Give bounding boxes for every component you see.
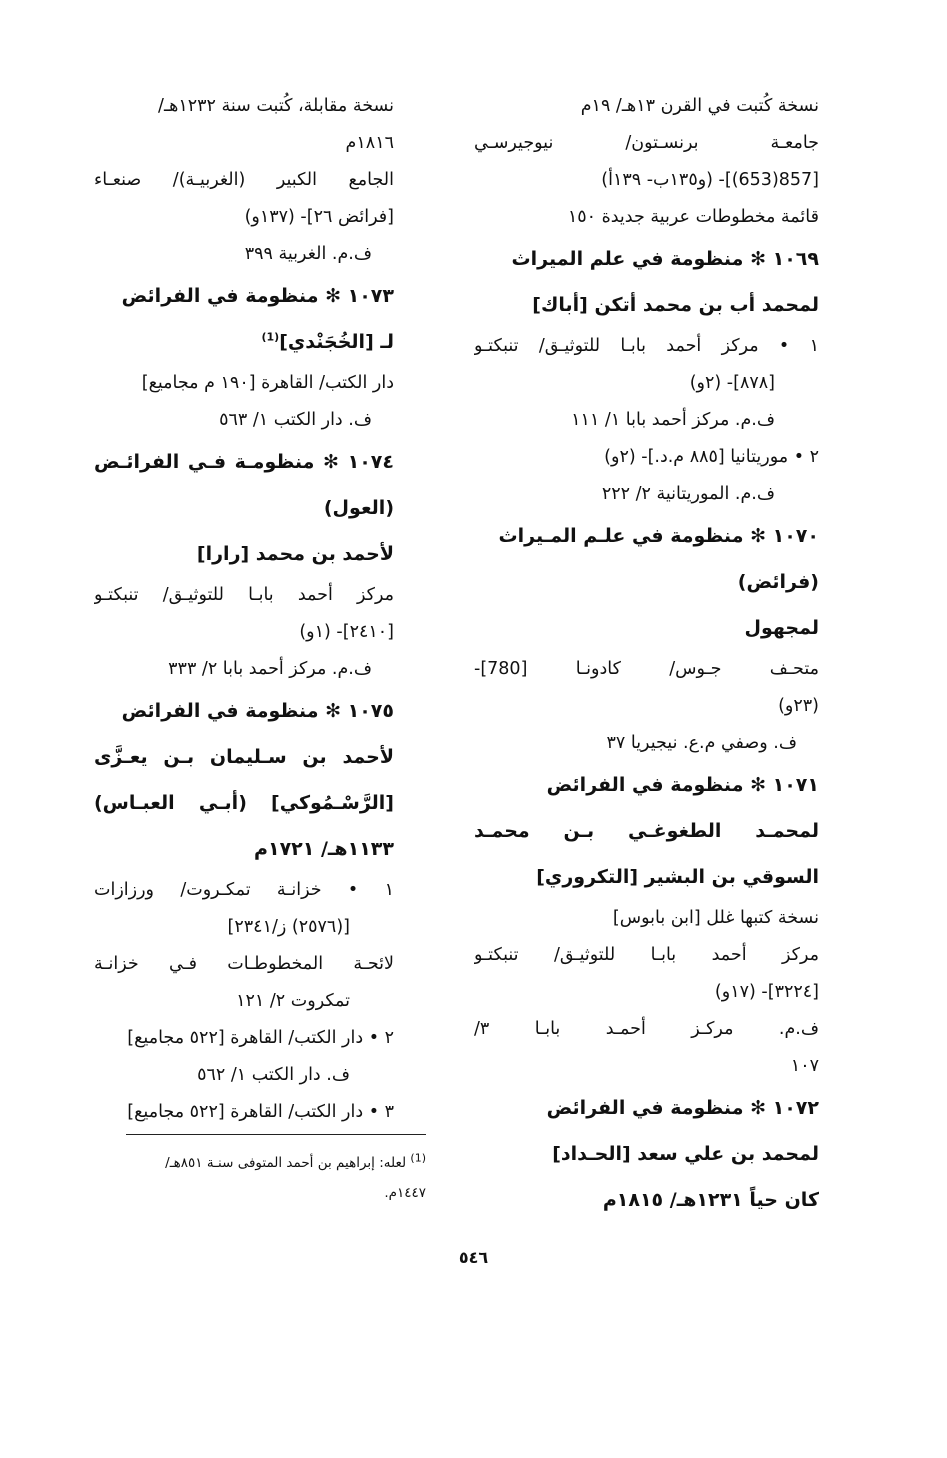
- copy-shelfmark: [(٢٥٧٦) ز/٢٣٤١]: [227, 917, 350, 937]
- text-line: ١٨١٦م: [345, 133, 394, 153]
- entry-date: كان حياً ١٢٣١هـ/ ١٨١٥م: [602, 1189, 819, 1211]
- text-line: [857(653)]- (و١٣٥ب- ١٣٩أ): [601, 170, 819, 190]
- entry-title: ١٠٧٢ ✻ منظومة في الفرائض: [546, 1097, 819, 1119]
- entry-author: لمجهول: [744, 617, 819, 639]
- footnote: [126, 1148, 426, 1208]
- entry-title: ١٠٧١ ✻ منظومة في الفرائض: [546, 774, 819, 796]
- catalog-reference: ف.م. مركـز أحمـد بابـا ٣/: [474, 1019, 819, 1039]
- entry-title: ١٠٧٣ ✻ منظومة في الفرائض: [121, 285, 394, 307]
- text-line: نسخة مقابلة، كُتبت سنة ١٢٣٢هـ/: [158, 96, 394, 116]
- copy-location: ٢ • موريتانيا [٨٨٥ م.د.]- (٢و): [604, 447, 819, 467]
- catalog-reference: ف.م. مركز أحمد بابا ١/ ١١١: [571, 410, 775, 430]
- entry-title: ١٠٧٥ ✻ منظومة في الفرائض: [121, 700, 394, 722]
- text-line: قائمة مخطوطات عربية جديدة ١٥٠: [567, 207, 819, 227]
- text-line: نسخة كُتبت في القرن ١٣هـ/ ١٩م: [580, 96, 819, 116]
- entry-title: ١٠٦٩ ✻ منظومة في علم الميراث: [511, 248, 819, 270]
- copy-shelfmark: [٣٢٢٤]- (١٧و): [714, 982, 819, 1002]
- right-column: [474, 88, 819, 1223]
- copy-note: نسخة كتبها غلل [ابن بابوس]: [612, 908, 819, 928]
- entry-author: السوقي بن البشير [التكروري]: [536, 866, 819, 888]
- text-line: جامعـة برنسـتون/ نيوجيرسـي: [474, 133, 819, 153]
- entry-title: ١٠٧٤ ✻ منظومـة فـي الفرائـض: [94, 451, 394, 473]
- entry-author: لمحمد أب بن محمد أتكن [أباك]: [532, 294, 819, 316]
- entry-author: لمحمـد الطغوغـي بـن محمـد: [474, 820, 819, 842]
- entry-author: [الرَّسْـمُوكي] (أبـي العبـاس): [94, 792, 394, 814]
- catalog-reference: ف. دار الكتب ١/ ٥٦٣: [219, 410, 372, 430]
- entry-author: [94, 319, 394, 365]
- entry-author: لمحمد بن علي سعد [الحـداد]: [552, 1143, 819, 1165]
- footnote-text: لعله: إبراهيم بن أحمد المتوفى سنـة ٨٥١هـ/: [165, 1155, 407, 1171]
- entry-title: ١٠٧٠ ✻ منظومة في علـم المـيراث: [498, 525, 819, 547]
- catalog-reference: ف.م. مركز أحمد بابا ٢/ ٣٣٣: [168, 659, 372, 679]
- copy-location: ١ • خزانـة تمكـروت/ ورزازات: [94, 880, 394, 900]
- catalog-reference: ف. دار الكتب ١/ ٥٦٢: [197, 1065, 350, 1085]
- left-column: [94, 88, 394, 1131]
- text-line: [فرائض ٢٦]- (١٣٧و): [244, 207, 394, 227]
- footnote-marker: (1): [410, 1151, 426, 1165]
- text-line: الجامع الكبير (الغربيـة)/ صنعـاء: [94, 170, 394, 190]
- entry-subtitle: (العول): [323, 497, 394, 519]
- entry-author: لأحمد بن محمد [رارا]: [196, 543, 394, 565]
- copy-location: ٣ • دار الكتب/ القاهرة [٥٢٢ مجاميع]: [127, 1102, 394, 1122]
- author-name: لـ [الخُجَنْدي]: [279, 331, 394, 353]
- catalog-reference: لائحـة المخطوطـات فـي خزانـة: [94, 954, 394, 974]
- page-number: ٥٤٦: [458, 1248, 489, 1267]
- catalog-reference: ف.م. الموريتانية ٢/ ٢٢٢: [601, 484, 775, 504]
- copy-shelfmark: (٢٣و): [778, 696, 819, 716]
- copy-location: متحـف جـوس/ كادونـا [780]-: [474, 659, 819, 679]
- footnote-line: ١٤٤٧م.: [384, 1185, 426, 1201]
- footnote-line: [126, 1148, 426, 1178]
- catalog-reference: ١٠٧: [790, 1056, 819, 1076]
- entry-date: ١١٣٣هـ/ ١٧٢١م: [254, 838, 394, 860]
- copy-location: دار الكتب/ القاهرة [١٩٠ م مجاميع]: [141, 373, 394, 393]
- copy-location: ١ • مركز أحمد بابـا للتوثيـق/ تنبكتـو: [474, 336, 819, 356]
- entry-author: لأحمد بن سـليمان بـن يعـزَّى: [94, 746, 394, 768]
- copy-location: ٢ • دار الكتب/ القاهرة [٥٢٢ مجاميع]: [127, 1028, 394, 1048]
- catalog-reference: تمكروت ٢/ ١٢١: [236, 991, 350, 1011]
- copy-location: مركز أحمد بابـا للتوثيـق/ تنبكتـو: [94, 585, 394, 605]
- catalog-reference: ف.م. الغربية ٣٩٩: [244, 244, 372, 264]
- copy-shelfmark: [٨٧٨]- (٢و): [689, 373, 775, 393]
- footnote-marker: (1): [261, 330, 280, 344]
- copy-shelfmark: [٢٤١٠]- (١و): [299, 622, 394, 642]
- copy-location: مركز أحمد بابـا للتوثيـق/ تنبكتـو: [474, 945, 819, 965]
- catalog-reference: ف. وصفي م.ع. نيجيريا ٣٧: [606, 733, 797, 753]
- entry-subtitle: (فرائض): [737, 571, 819, 593]
- footnote-divider: [126, 1134, 426, 1135]
